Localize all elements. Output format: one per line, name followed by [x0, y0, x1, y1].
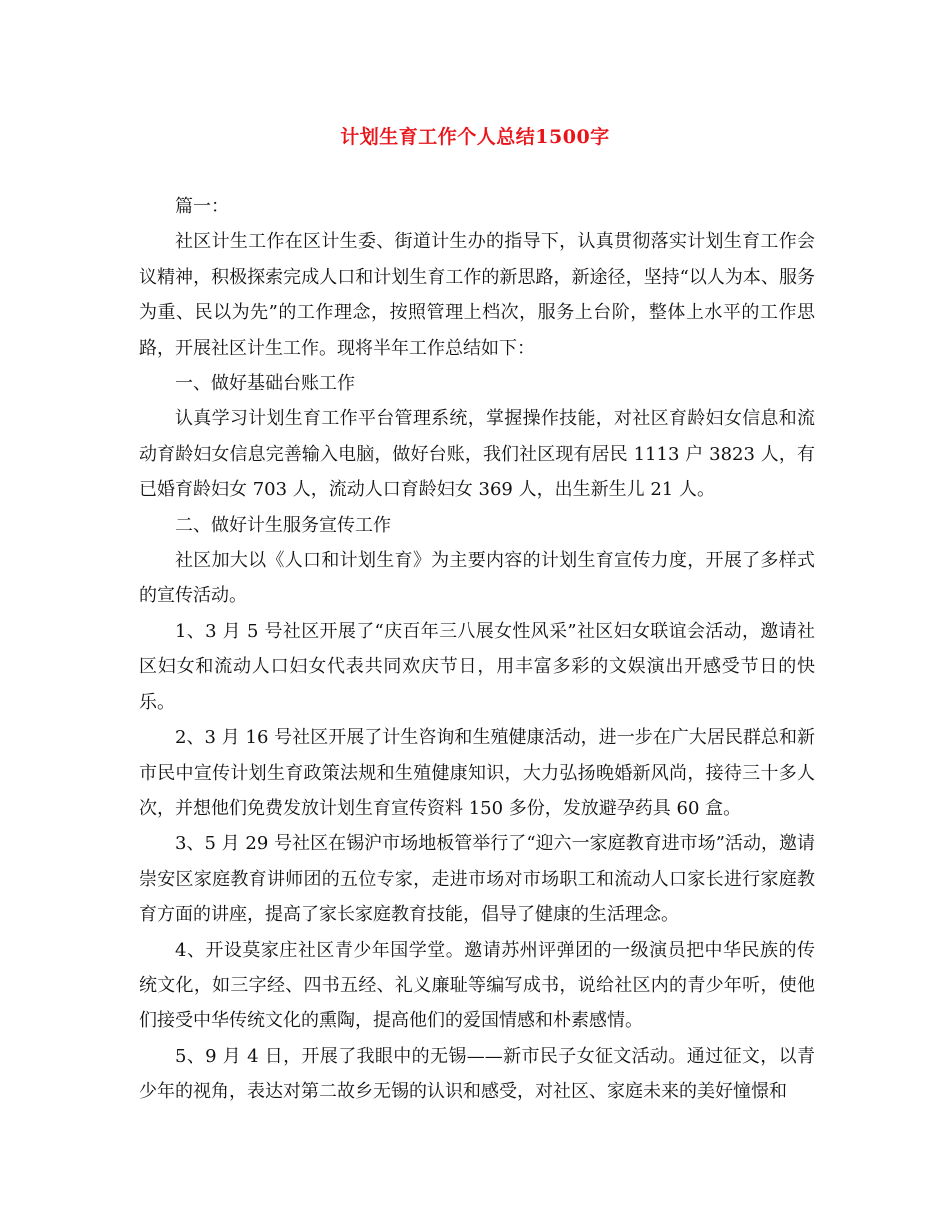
document-body	[139, 189, 815, 1110]
intro-paragraph: 社区计生工作在区计生委、街道计生办的指导下，认真贯彻落实计划生育工作会议精神，积极探索完成人口和计划生育工作的新思路，新途径，坚持“以人为本、服务为重、民以为先”的工作理念，按照管理上档次，服务上台阶，整体上水平的工作思路，开展社区计生工作。现将半年工作总结如下：	[139, 231, 815, 359]
section-heading-publicity: 二、做好计生服务宣传工作	[175, 514, 391, 536]
section-label-part-one: 篇一：	[175, 196, 229, 217]
document-title: 计划生育工作个人总结1500字	[340, 126, 610, 148]
activity-item-3: 3、5 月 29 号社区在锡沪市场地板管举行了“迎六一家庭教育进市场”活动，邀请崇安区家庭教育讲师团的五位专家，走进市场对市场职工和流动人口家长进行家庭教育方面的讲座，提高了家长家庭教育技能，倡导了健康的生活理念。	[139, 833, 815, 926]
publicity-paragraph: 社区加大以《人口和计划生育》为主要内容的计划生育宣传力度，开展了多样式的宣传活动。	[139, 550, 815, 607]
ledger-paragraph: 认真学习计划生育工作平台管理系统，掌握操作技能，对社区育龄妇女信息和流动育龄妇女信息完善输入电脑，做好台账，我们社区现有居民 1113 户 3823 人，有已婚育龄妇女 703 人，流动人口育龄妇女 369 人，出生新生儿 21 人。	[139, 408, 815, 501]
activity-item-1: 1、3 月 5 号社区开展了“庆百年三八展女性风采”社区妇女联谊会活动，邀请社区妇女和流动人口妇女代表共同欢庆节日，用丰富多彩的文娱演出开感受节日的快乐。	[139, 620, 815, 713]
section-heading-ledger: 一、做好基础台账工作	[175, 373, 355, 395]
activity-item-4: 4、开设莫家庄社区青少年国学堂。邀请苏州评弹团的一级演员把中华民族的传统文化，如三字经、四书五经、礼义廉耻等编写成书，说给社区内的青少年听，使他们接受中华传统文化的熏陶，提高他们的爱国情感和朴素感情。	[139, 939, 815, 1032]
activity-item-2: 2、3 月 16 号社区开展了计生咨询和生殖健康活动，进一步在广大居民群总和新市民中宣传计划生育政策法规和生殖健康知识，大力弘扬晚婚新风尚，接待三十多人次，并想他们免费发放计划生育宣传资料 150 多份，发放避孕药具 60 盒。	[139, 727, 815, 819]
activity-item-5: 5、9 月 4 日，开展了我眼中的无锡——新市民子女征文活动。通过征文，以青少年的视角，表达对第二故乡无锡的认识和感受，对社区、家庭未来的美好憧憬和	[139, 1045, 815, 1103]
